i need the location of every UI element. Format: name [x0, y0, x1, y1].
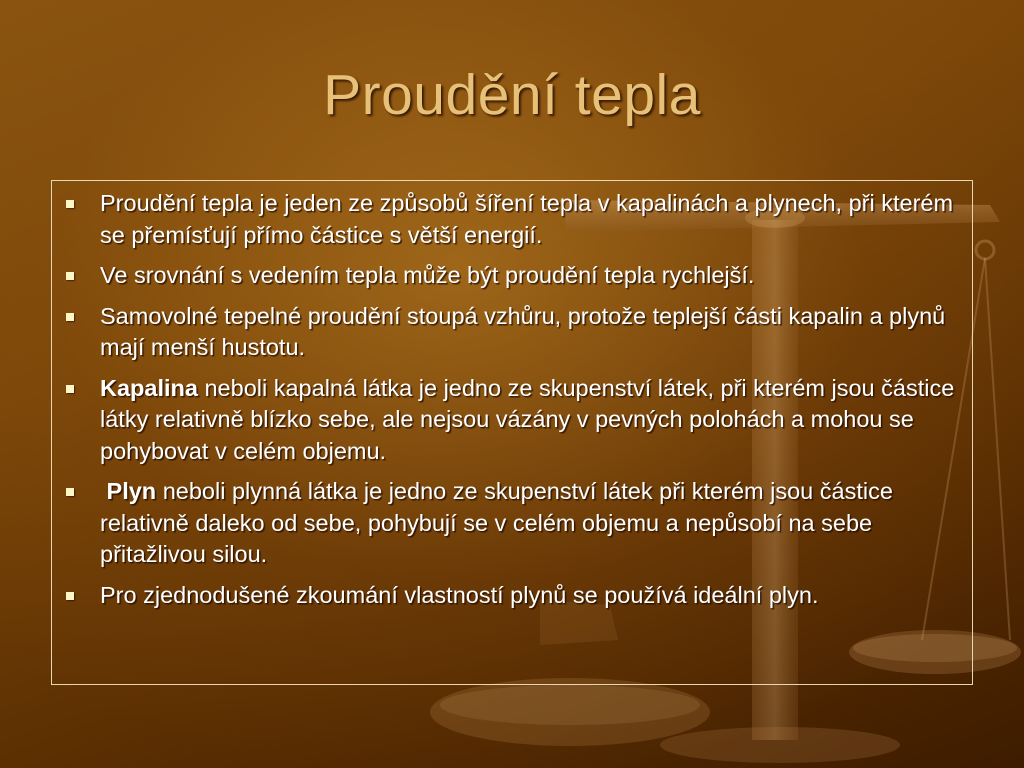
bullet-item	[62, 476, 962, 571]
bullet-term: Plyn	[100, 478, 157, 504]
square-bullet-icon	[66, 488, 74, 496]
square-bullet-icon	[66, 385, 74, 393]
bullet-text: Proudění tepla je jeden ze způsobů šíření tepla v kapalinách a plynech, při kterém se přemísťují přímo částice s větší energií.	[100, 190, 954, 248]
bullet-item	[62, 188, 962, 251]
bullet-item	[62, 260, 962, 292]
content-box	[51, 180, 973, 685]
bullet-text: Samovolné tepelné proudění stoupá vzhůru, protože teplejší části kapalin a plynů mají menší hustotu.	[100, 302, 946, 360]
bullet-item	[62, 373, 962, 468]
bullet-item	[62, 580, 962, 612]
square-bullet-icon	[66, 272, 74, 280]
square-bullet-icon	[66, 592, 74, 600]
bullet-text: Pro zjednodušené zkoumání vlastností plynů se používá ideální plyn.	[100, 581, 819, 608]
bullet-item	[62, 301, 962, 364]
bullet-text: neboli plynná látka je jedno ze skupenství látek při kterém jsou částice relativně daleko od sebe, pohybují se v celém objemu a nepůsobí na sebe přitažlivou silou.	[100, 478, 893, 567]
bullet-list	[62, 188, 962, 611]
square-bullet-icon	[66, 313, 74, 321]
bullet-text: neboli kapalná látka je jedno ze skupenství látek, při kterém jsou částice látky relativně blízko sebe, ale nejsou vázány v pevných polohách a mohou se pohybovat v celém objemu.	[100, 374, 955, 464]
bullet-text: Ve srovnání s vedením tepla může být proudění tepla rychlejší.	[100, 262, 755, 288]
square-bullet-icon	[66, 200, 74, 208]
bullet-term: Kapalina	[100, 374, 198, 401]
slide-title: Proudění tepla	[323, 63, 701, 127]
